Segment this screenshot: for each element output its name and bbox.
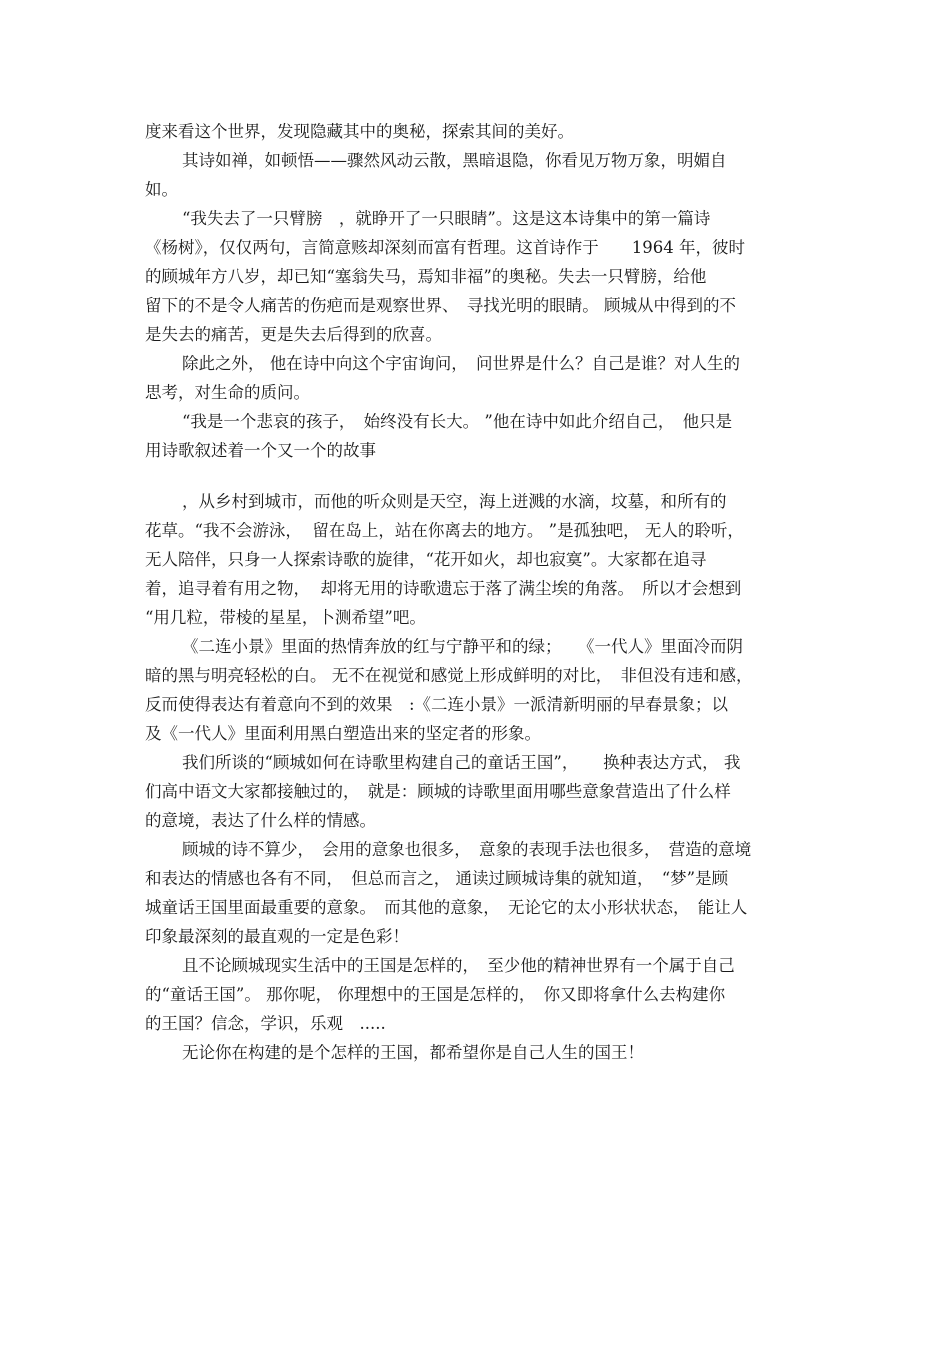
text-line: 用诗歌叙述着一个又一个的故事 xyxy=(145,441,376,460)
text-line: 《杨树》，仅仅两句，言简意赅却深刻而富有哲理。这首诗作于 1964 年，彼时 xyxy=(145,238,745,257)
text-block-bottom xyxy=(145,487,810,1067)
text-line: 顾城的诗不算少， 会用的意象也很多， 意象的表现手法也很多， 营造的意境 xyxy=(182,840,752,859)
text-line: ，从乡村到城市，而他的听众则是天空，海上迸溅的水滴，坟墓，和所有的 xyxy=(182,492,727,511)
text-line: 其诗如禅，如顿悟——骤然风动云散，黑暗退隐，你看见万物万象，明媚自 xyxy=(182,151,727,170)
text-line: 的“童话王国”。 那你呢， 你理想中的王国是怎样的， 你又即将拿什么去构建你 xyxy=(145,985,726,1004)
text-line: 度来看这个世界，发现隐藏其中的奥秘，探索其间的美好。 xyxy=(145,122,574,141)
text-line: 及《一代人》里面利用黑白塑造出来的坚定者的形象。 xyxy=(145,724,541,743)
text-line: 无论你在构建的是个怎样的王国，都希望你是自己人生的国王！ xyxy=(182,1043,644,1062)
text-line: 的王国？信念，学识，乐观 ..... xyxy=(145,1014,386,1033)
text-line: 思考，对生命的质问。 xyxy=(145,383,310,402)
text-line: 暗的黑与明亮轻松的白。 无不在视觉和感觉上形成鲜明的对比， 非但没有违和感， xyxy=(145,666,753,685)
text-line: 留下的不是令人痛苦的伤疤而是观察世界、 寻找光明的眼睛。 顾城从中得到的不 xyxy=(145,296,736,315)
text-line: 无人陪伴，只身一人探索诗歌的旋律，“花开如火，却也寂寞”。大家都在追寻 xyxy=(145,550,707,569)
text-line: “用几粒，带棱的星星，卜测希望”吧。 xyxy=(145,608,426,627)
text-line: 们高中语文大家都接触过的， 就是：顾城的诗歌里面用哪些意象营造出了什么样 xyxy=(145,782,731,801)
text-line: 的意境，表达了什么样的情感。 xyxy=(145,811,376,830)
text-line: 城童话王国里面最重要的意象。 而其他的意象， 无论它的太小形状状态， 能让人 xyxy=(145,898,748,917)
text-line: 我们所谈的“顾城如何在诗歌里构建自己的童话王国”， 换种表达方式， 我 xyxy=(182,753,741,772)
text-line: 且不论顾城现实生活中的王国是怎样的， 至少他的精神世界有一个属于自己 xyxy=(182,956,735,975)
text-line: 《二连小景》里面的热情奔放的红与宁静平和的绿； 《一代人》里面冷而阴 xyxy=(182,637,743,656)
text-block-top xyxy=(145,117,810,465)
text-line: 印象最深刻的最直观的一定是色彩！ xyxy=(145,927,409,946)
text-line: 是失去的痛苦，更是失去后得到的欣喜。 xyxy=(145,325,442,344)
text-line: “我失去了一只臂膀 ，就睁开了一只眼睛”。这是这本诗集中的第一篇诗 xyxy=(182,209,711,228)
text-line: 除此之外， 他在诗中向这个宇宙询问， 问世界是什么？自己是谁？对人生的 xyxy=(182,354,740,373)
text-line: 和表达的情感也各有不同， 但总而言之， 通读过顾城诗集的就知道， “梦”是顾 xyxy=(145,869,729,888)
text-line: 着，追寻着有用之物， 却将无用的诗歌遗忘于落了满尘埃的角落。 所以才会想到 xyxy=(145,579,742,598)
text-line: “我是一个悲哀的孩子， 始终没有长大。 ”他在诗中如此介绍自己， 他只是 xyxy=(182,412,733,431)
text-line: 反而使得表达有着意向不到的效果 :《二连小景》一派清新明丽的早春景象；以 xyxy=(145,695,729,714)
text-line: 如。 xyxy=(145,180,178,199)
text-line: 的顾城年方八岁，却已知“塞翁失马，焉知非福”的奥秘。失去一只臂膀，给他 xyxy=(145,267,707,286)
text-line: 花草。“我不会游泳， 留在岛上，站在你离去的地方。 ”是孤独吧， 无人的聆听， xyxy=(145,521,744,540)
